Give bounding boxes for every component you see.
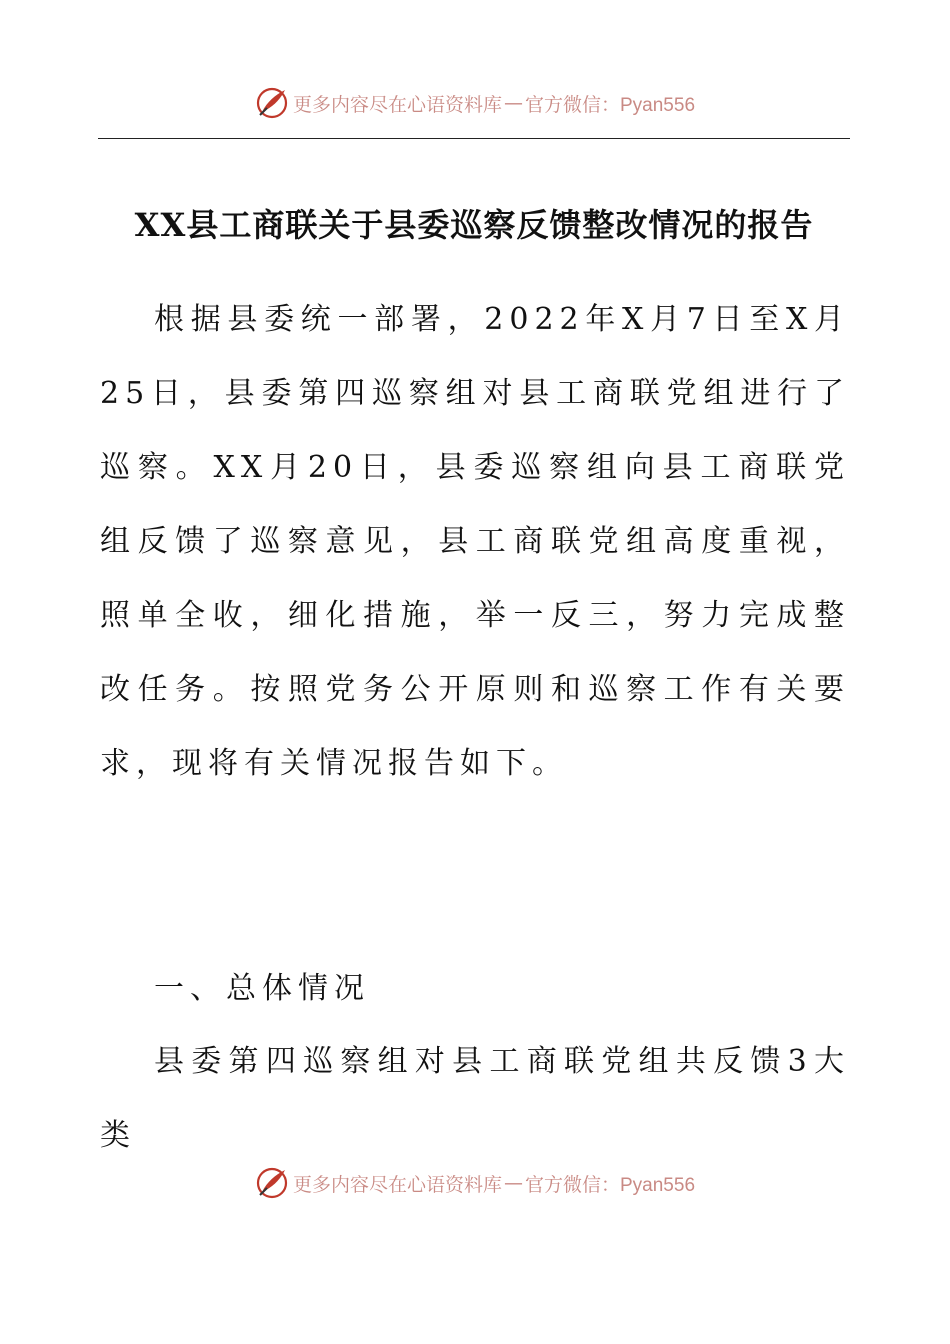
banner-separator: — bbox=[504, 1172, 523, 1194]
document-title: XX县工商联关于县委巡察反馈整改情况的报告 bbox=[134, 206, 814, 244]
banner-separator: — bbox=[504, 92, 523, 114]
document-body-continued bbox=[100, 1025, 850, 1173]
banner-text: 更多内容尽在心语资料库 bbox=[292, 1173, 502, 1196]
header-watermark bbox=[0, 83, 950, 123]
banner-contact: 官方微信：Pyan556 bbox=[525, 1174, 696, 1196]
banner-contact: 官方微信：Pyan556 bbox=[525, 94, 696, 116]
document-body bbox=[100, 283, 850, 801]
banner-text: 更多内容尽在心语资料库 bbox=[292, 93, 502, 116]
quill-logo-icon bbox=[255, 1166, 289, 1200]
section-heading-overview: 一、总体情况 bbox=[154, 971, 370, 1006]
quill-logo-icon bbox=[255, 86, 289, 120]
paragraph-intro: 根据县委统一部署，2022年X月7日至X月25日，县委第四巡察组对县工商联党组进行了巡察。XX月20日，县委巡察组向县工商联党组反馈了巡察意见，县工商联党组高度重视，照单全收，细化措施，举一反三，努力完成整改任务。按照党务公开原则和巡察工作有关要求，现将有关情况报告如下。 bbox=[100, 302, 850, 781]
footer-watermark bbox=[0, 1163, 950, 1203]
paragraph-overview: 县委第四巡察组对县工商联党组共反馈3大类 bbox=[100, 1044, 850, 1153]
header-divider bbox=[98, 138, 850, 139]
